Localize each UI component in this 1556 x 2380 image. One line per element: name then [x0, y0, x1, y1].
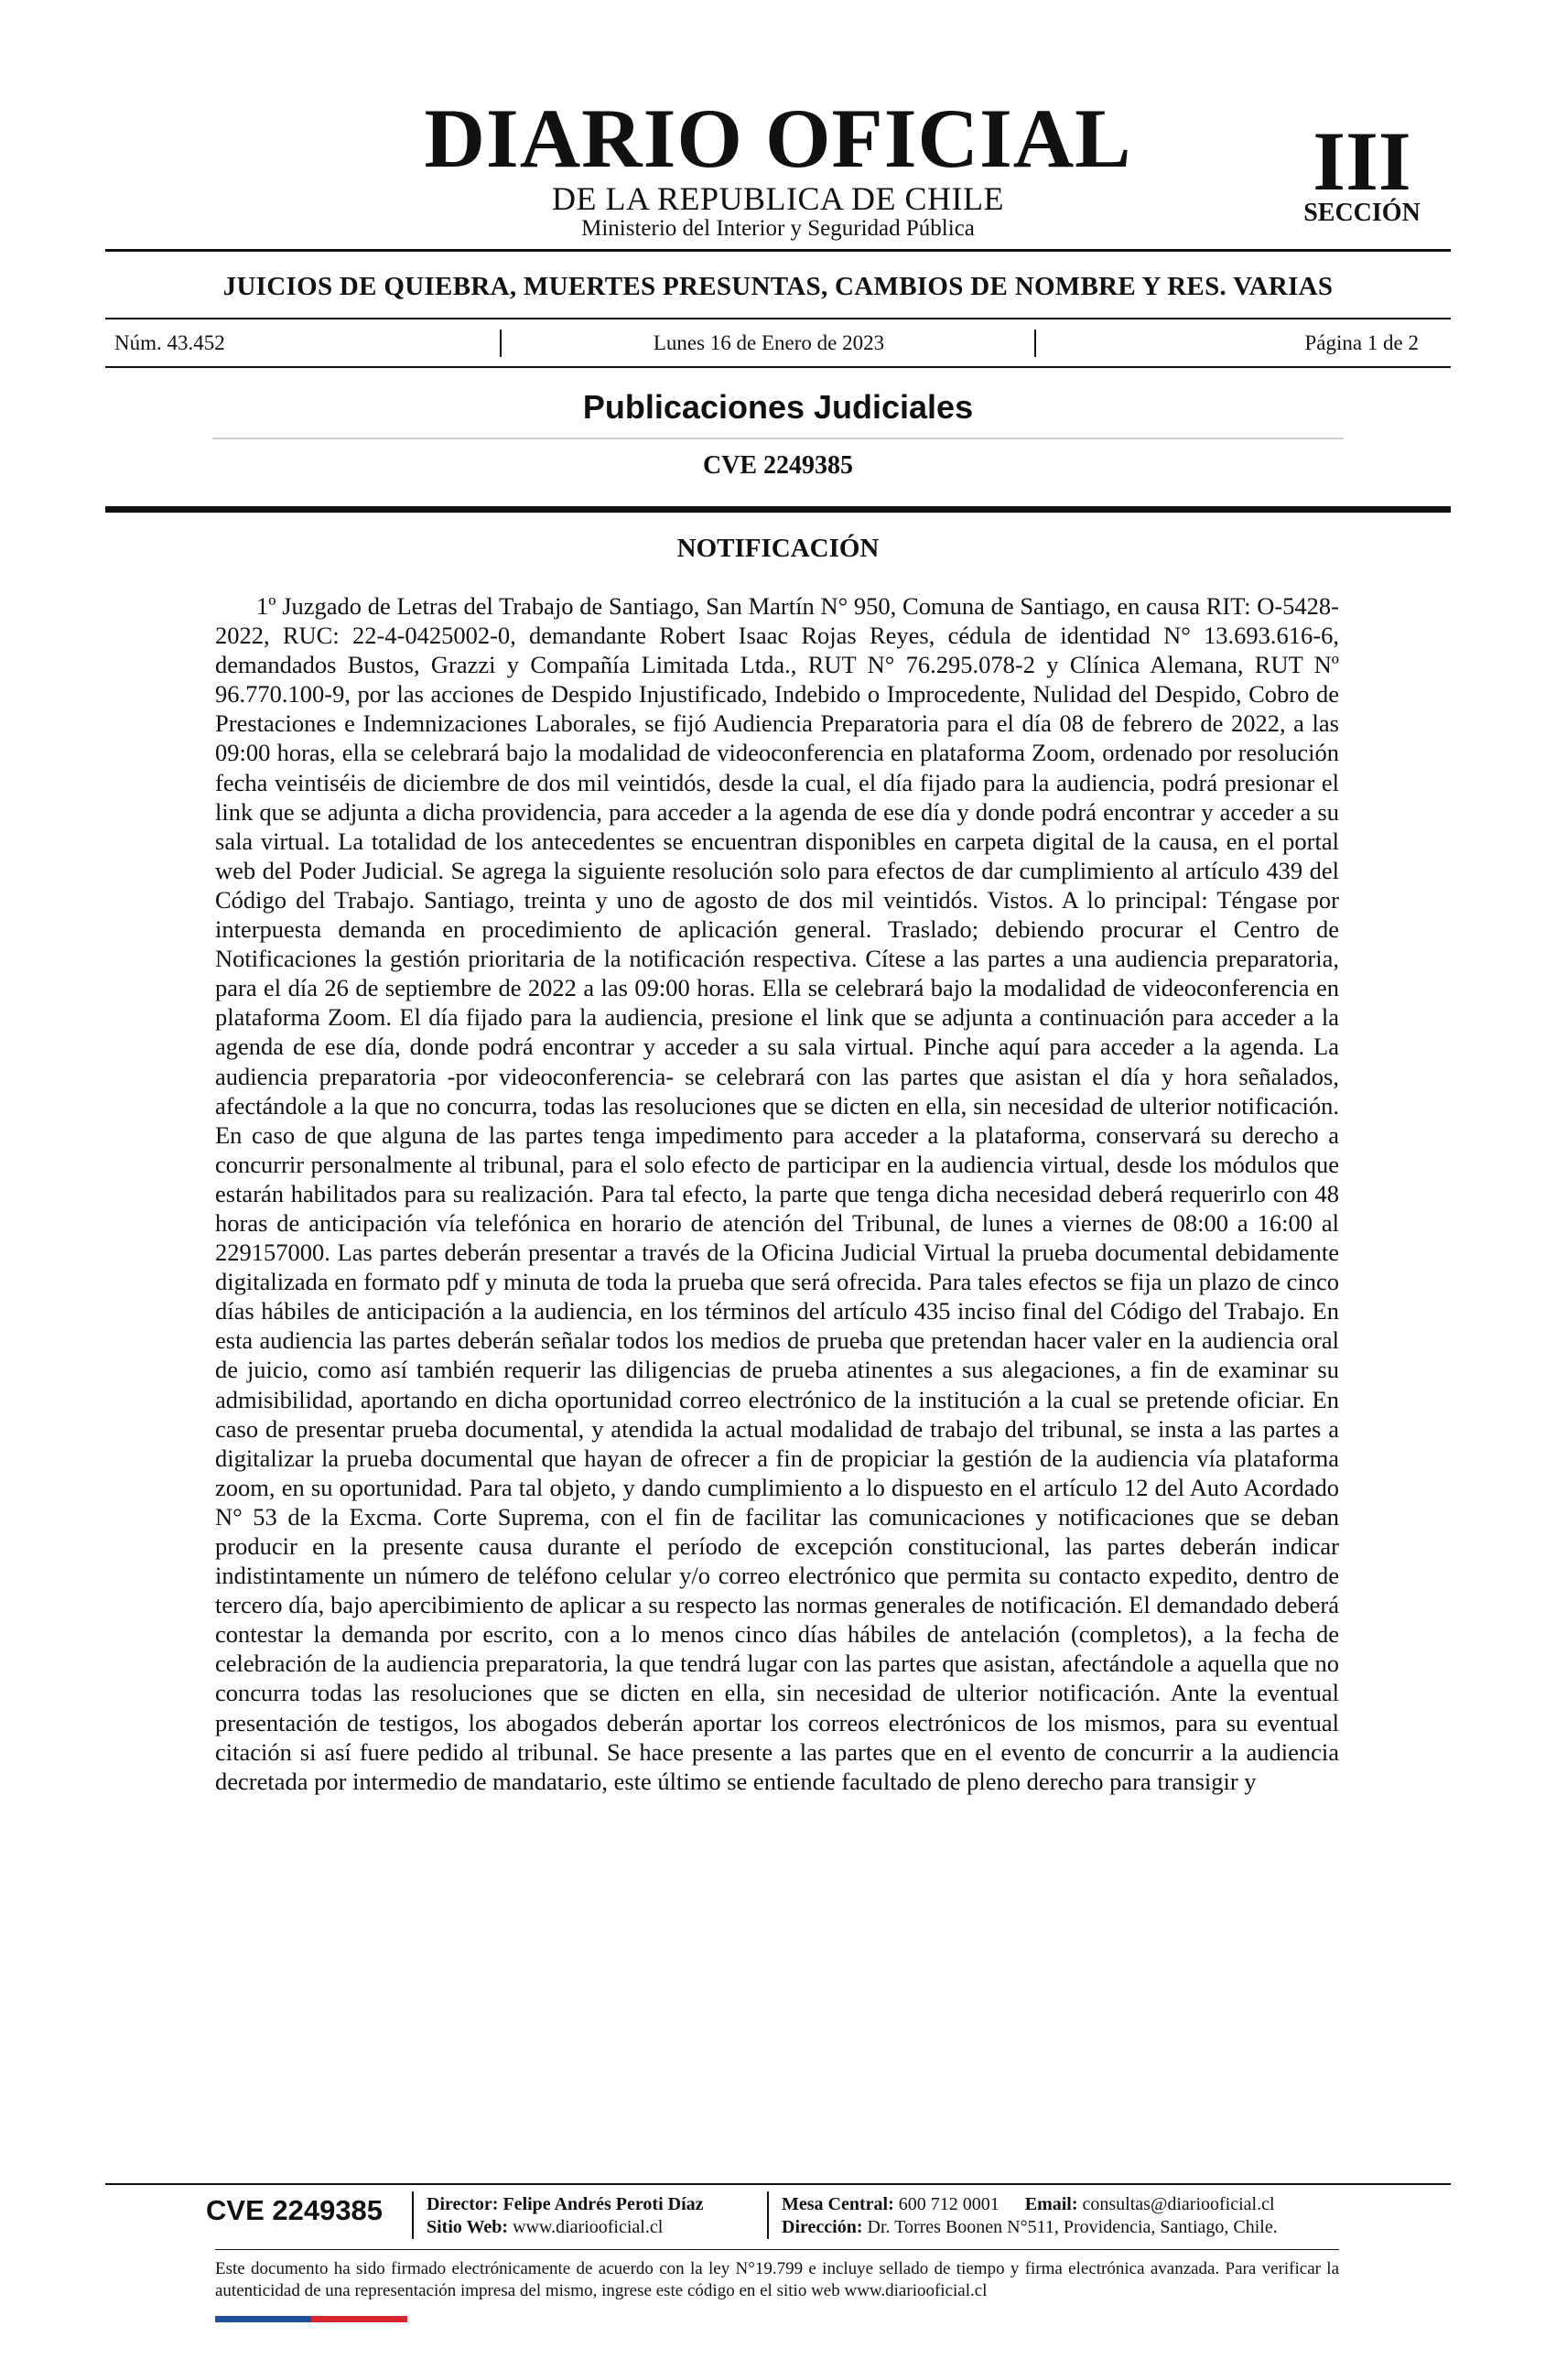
footer-contact: [782, 2193, 1275, 2216]
category-underline: [212, 438, 1344, 439]
footer-address: [782, 2216, 1278, 2239]
flag-stripe-blue: [215, 2316, 311, 2322]
issue-number: Núm. 43.452: [114, 331, 225, 354]
section-title: JUICIOS DE QUIEBRA, MUERTES PRESUNTAS, CAMBIOS DE NOMBRE Y RES. VARIAS: [222, 272, 1334, 301]
section-label: SECCIÓN: [1303, 199, 1421, 227]
footer-cve-code: CVE 2249385: [206, 2194, 384, 2226]
address-label: Dirección:: [782, 2217, 863, 2237]
director-label: Director:: [427, 2194, 499, 2214]
email-link[interactable]: consultas@diariooficial.cl: [1082, 2194, 1275, 2214]
info-divider: [105, 366, 1451, 368]
masthead-title: DIARIO OFICIAL: [424, 92, 1132, 185]
footer-note-divider: [215, 2249, 1339, 2250]
footer-director: [427, 2193, 704, 2216]
cve-divider: [105, 506, 1451, 513]
phone-label: Mesa Central:: [782, 2194, 894, 2214]
section-divider: [105, 318, 1451, 319]
address-value: Dr. Torres Boonen N°511, Providencia, Santiago, Chile.: [867, 2217, 1278, 2237]
footer-separator: [767, 2191, 769, 2239]
ministry-label: Ministerio del Interior y Seguridad Pública: [581, 216, 975, 241]
flag-stripe-red: [311, 2316, 407, 2322]
info-separator: [500, 330, 502, 357]
info-separator: [1034, 330, 1036, 357]
masthead-subtitle: DE LA REPUBLICA DE CHILE: [552, 180, 1004, 217]
notice-body: 1º Juzgado de Letras del Trabajo de Santiago, San Martín N° 950, Comuna de Santiago, en causa RIT: O-5428-2022, RUC: 22-4-0425002-0, demandante Robert Isaac Rojas Reyes, cédula de identidad N° 13.693.616-6, demandados Bustos, Grazzi y Compañía Limitada Ltda., RUT N° 76.295.078-2 y Clínica Alemana, RUT Nº 96.770.100-9, por las acciones de Despido Injustificado, Indebido o Improcedente, Nulidad del Despido, Cobro de Prestaciones e Indemnizaciones Laborales, se fijó Audiencia Preparatoria para el día 08 de febrero de 2022, a las 09:00 horas, ella se celebrará bajo la modalidad de videoconferencia en plataforma Zoom, ordenado por resolución fecha veintiséis de diciembre de dos mil veintidós, desde la cual, el día fijado para la audiencia, podrá presionar el link que se adjunta a dicha providencia, para acceder a la agenda de ese día y donde podrá encontrar y acceder a su sala virtual. La totalidad de los antecedentes se encuentran disponibles en carpeta digital de la causa, en el portal web del Poder Judicial. Se agrega la siguiente resolución solo para efectos de dar cumplimiento al artículo 439 del Código del Trabajo. Santiago, treinta y uno de agosto de dos mil veintidós. Vistos. A lo principal: Téngase por interpuesta demanda en procedimiento de aplicación general. Traslado; debiendo procurar el Centro de Notificaciones la gestión prioritaria de la notificación respectiva. Cítese a las partes a una audiencia preparatoria, para el día 26 de septiembre de 2022 a las 09:00 horas. Ella se celebrará bajo la modalidad de videoconferencia en plataforma Zoom. El día fijado para la audiencia, presione el link que se adjunta a continuación para acceder a la agenda de ese día, donde podrá encontrar y acceder a su sala virtual. Pinche aquí para acceder a la agenda. La audiencia preparatoria -por videoconferencia- se celebrará con las partes que asistan el día y hora señalados, afectándole a la que no concurra, todas las resoluciones que se dicten en ella, sin necesidad de ulterior notificación. En caso de que alguna de las partes tenga impedimento para acceder a la plataforma, conservará su derecho a concurrir personalmente al tribunal, para el solo efecto de participar en la audiencia virtual, desde los módulos que estarán habilitados para su realización. Para tal efecto, la parte que tenga dicha necesidad deberá requerirlo con 48 horas de anticipación vía telefónica en horario de atención del Tribunal, de lunes a viernes de 08:00 a 16:00 al 229157000. Las partes deberán presentar a través de la Oficina Judicial Virtual la prueba documental debidamente digitalizada en formato pdf y minuta de toda la prueba que será ofrecida. Para tales efectos se fija un plazo de cinco días hábiles de anticipación a la audiencia, en los términos del artículo 435 inciso final del Código del Trabajo. En esta audiencia las partes deberán señalar todos los medios de prueba que pretendan hacer valer en la audiencia oral de juicio, como así también requerir las diligencias de prueba atinentes a sus alegaciones, a fin de examinar su admisibilidad, aportando en dicha oportunidad correo electrónico de la institución a la cual se pretende oficiar. En caso de presentar prueba documental, y atendida la actual modalidad de trabajo del tribunal, se insta a las partes a digitalizar la prueba documental que hayan de ofrecer a fin de propiciar la gestión de la audiencia vía plataforma zoom, en su oportunidad. Para tal objeto, y dando cumplimiento a lo dispuesto en el artículo 12 del Auto Acordado N° 53 de la Excma. Corte Suprema, con el fin de facilitar las comunicaciones y notificaciones que se deban producir en la presente causa durante el período de excepción constitucional, las partes deberán indicar indistintamente un número de teléfono celular y/o correo electrónico que permita su contacto expedito, dentro de tercero día, bajo apercibimiento de aplicar a su respecto las normas generales de notificación. El demandado deberá contestar la demanda por escrito, con a lo menos cinco días hábiles de antelación (completos), a la fecha de celebración de la audiencia preparatoria, la que tendrá lugar con las partes que asistan, afectándole a aquella que no concurra todas las resoluciones que se dicten en ella, sin necesidad de ulterior notificación. Ante la eventual presentación de testigos, los abogados deberán aportar los correos electrónicos de los mismos, para su eventual citación si así fuere pedido al tribunal. Se hace presente a las partes que en el evento de concurrir a la audiencia decretada por intermedio de mandatario, este último se entiende facultado de pleno derecho para transigir y: [215, 592, 1339, 1795]
publication-category: Publicaciones Judiciales: [582, 388, 974, 426]
cve-code: CVE 2249385: [702, 451, 854, 480]
legal-note: Este documento ha sido firmado electrónicamente de acuerdo con la ley N°19.799 e incluye sellado de tiempo y firma electrónica avanzada. Para verificar la autenticidad de una representación impresa del mismo, ingrese este código en el sitio web www.diariooficial.cl: [215, 2259, 1339, 2300]
page-indicator: Página 1 de 2: [1304, 331, 1419, 354]
footer-divider: [105, 2183, 1451, 2185]
issue-date: Lunes 16 de Enero de 2023: [653, 331, 885, 354]
director-name: Felipe Andrés Peroti Díaz: [502, 2194, 704, 2214]
header-divider: [105, 249, 1451, 252]
website-link[interactable]: www.diariooficial.cl: [513, 2217, 664, 2237]
footer-website: [427, 2216, 663, 2239]
phone-value: 600 712 0001: [898, 2194, 1000, 2214]
footer-separator: [412, 2191, 414, 2239]
website-label: Sitio Web:: [427, 2217, 509, 2237]
email-label: Email:: [1024, 2194, 1078, 2214]
section-number: III: [1313, 114, 1411, 208]
notice-title: NOTIFICACIÓN: [676, 534, 880, 563]
